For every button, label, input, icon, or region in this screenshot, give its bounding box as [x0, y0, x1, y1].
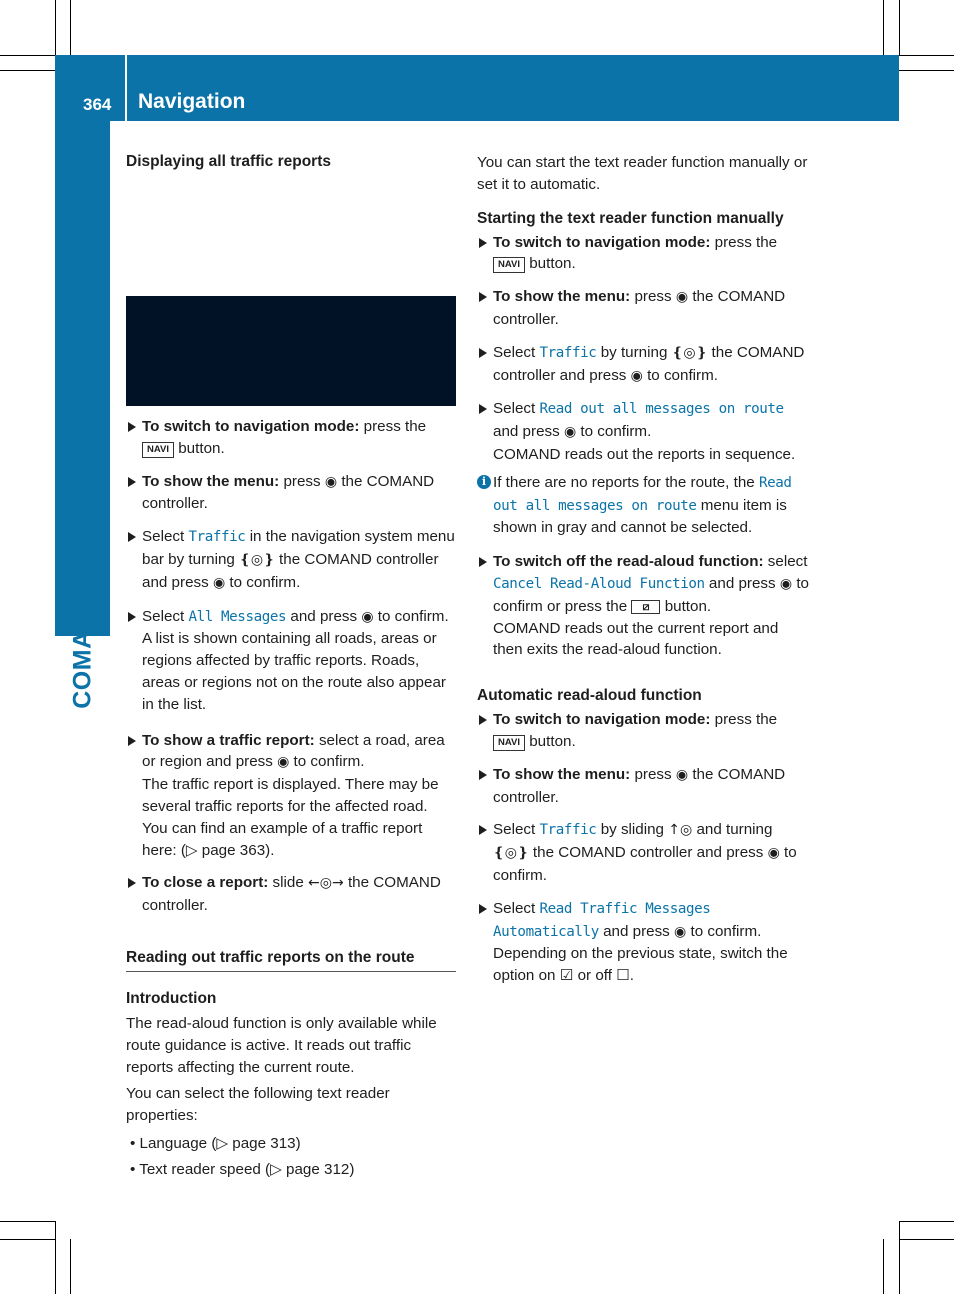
- step: [477, 709, 809, 753]
- step-text: button.: [664, 597, 712, 615]
- menu-term: Traffic: [539, 822, 597, 839]
- chapter-tab: [55, 121, 110, 709]
- press-icon: ◉: [675, 766, 689, 783]
- step-result: A list is shown containing all roads, areas or regions affected by traffic reports. Roads, areas or regions not on the route also appear in the list.: [142, 630, 446, 713]
- step-text: select: [767, 553, 808, 571]
- list-item: • Text reader speed (▷ page 312): [130, 1160, 355, 1178]
- step-text: press the: [714, 233, 778, 251]
- crop-mark: [899, 0, 900, 55]
- turn-icon: ❴◎❵: [671, 344, 708, 361]
- arrow-bullet-icon: [128, 477, 136, 487]
- step-text: the COMAND controller.: [493, 765, 786, 806]
- press-icon: ◉: [324, 473, 338, 490]
- step-text: and press: [603, 922, 670, 940]
- arrow-bullet-icon: [128, 612, 136, 622]
- slide-up-icon: ↑◎: [668, 822, 693, 839]
- step: [477, 819, 809, 886]
- checkbox-checked-icon: ☑: [559, 966, 574, 985]
- arrow-bullet-icon: [479, 904, 487, 914]
- menu-term: Traffic: [539, 344, 597, 361]
- page-header: [55, 55, 899, 121]
- arrow-bullet-icon: [128, 878, 136, 888]
- page-number: 364: [83, 95, 112, 114]
- menu-term: Read Traffic Messages Automatically: [493, 900, 711, 940]
- step-text: the COMAND controller and press: [142, 550, 439, 591]
- step: [477, 286, 809, 331]
- step-text: Select: [493, 400, 536, 418]
- turn-icon: ❴◎❵: [493, 845, 529, 862]
- intro-paragraph: You can select the following text reader properties:: [126, 1085, 390, 1125]
- step: [126, 471, 456, 516]
- step-result: COMAND reads out the reports in sequence.: [493, 445, 796, 463]
- step-text: to confirm.: [377, 607, 449, 625]
- step-text: the COMAND controller.: [142, 874, 441, 915]
- crop-mark: [70, 0, 71, 55]
- step-label: To show the menu:: [493, 765, 631, 783]
- step-text: to confirm or press the: [493, 574, 809, 615]
- intro-paragraph: You can start the text reader function manually or set it to automatic.: [477, 154, 808, 193]
- step: [477, 551, 809, 661]
- crop-mark: [899, 1239, 954, 1240]
- press-icon: ◉: [630, 367, 643, 384]
- step-text: press: [634, 765, 672, 783]
- step: [477, 232, 809, 276]
- crop-mark: [0, 70, 55, 71]
- note-text: menu item is shown in gray and cannot be selected.: [493, 496, 787, 537]
- arrow-bullet-icon: [128, 422, 136, 432]
- crop-mark: [899, 55, 954, 56]
- header-divider: [125, 55, 127, 121]
- step-label: To close a report:: [142, 874, 269, 892]
- arrow-bullet-icon: [479, 557, 487, 567]
- step-text: button.: [529, 255, 576, 273]
- left-column: [126, 151, 456, 1185]
- step-label: To show the menu:: [493, 288, 631, 306]
- arrow-bullet-icon: [479, 292, 487, 302]
- step-text: slide: [272, 874, 304, 892]
- crop-mark: [0, 1221, 55, 1222]
- crop-mark: [0, 1239, 55, 1240]
- step-text: press: [634, 288, 672, 306]
- right-column: [477, 152, 809, 998]
- step-text: select a road, area or region and press: [142, 731, 445, 771]
- step-text: Select: [493, 343, 536, 361]
- arrow-bullet-icon: [479, 238, 487, 248]
- step-text: to confirm.: [293, 753, 365, 771]
- section-title: Navigation: [138, 90, 246, 113]
- crop-mark: [55, 1221, 56, 1294]
- step-text: and press: [493, 423, 560, 441]
- step-text: Select: [142, 528, 185, 546]
- step: [126, 416, 456, 460]
- crop-mark: [899, 70, 954, 71]
- step-label: To switch to navigation mode:: [142, 418, 360, 435]
- menu-term: Read out all messages on route: [493, 474, 792, 514]
- heading-introduction: Introduction: [126, 989, 217, 1007]
- step-text: press: [283, 472, 321, 490]
- step-text: and press: [708, 574, 776, 592]
- crop-mark: [899, 1221, 954, 1222]
- menu-term: All Messages: [188, 608, 287, 625]
- slide-left-right-icon: ←◎→: [308, 875, 344, 892]
- info-icon: i: [477, 475, 491, 489]
- turn-icon: ❴◎❵: [239, 551, 275, 568]
- step-text: to confirm.: [690, 922, 762, 940]
- step-text: Depending on the previous state, switch the option on: [493, 945, 788, 985]
- navi-key-icon: NAVI: [142, 442, 174, 458]
- arrow-bullet-icon: [479, 348, 487, 358]
- press-icon: ◉: [767, 845, 780, 862]
- step: [477, 898, 809, 987]
- step-text: the COMAND controller.: [142, 472, 435, 513]
- arrow-bullet-icon: [479, 825, 487, 835]
- step-result: COMAND reads out the current report and then exits the read-aloud function.: [493, 619, 779, 659]
- navi-key-icon: NAVI: [493, 257, 525, 273]
- step-label: To show a traffic report:: [142, 731, 315, 749]
- step: [477, 764, 809, 809]
- step-text: by sliding: [600, 821, 665, 839]
- step-text: press the: [714, 711, 778, 729]
- heading-reading-out: Reading out traffic reports on the route: [126, 947, 456, 972]
- menu-term: Read out all messages on route: [539, 401, 784, 418]
- press-icon: ◉: [277, 754, 290, 771]
- step-text: to confirm.: [229, 573, 301, 591]
- step-text: Select: [142, 607, 185, 625]
- step-label: To switch to navigation mode:: [493, 233, 711, 251]
- step-text: and press: [290, 607, 358, 625]
- step-text: Select: [493, 899, 536, 917]
- step-text: in the navigation system menu bar by turning: [142, 528, 455, 568]
- step-text: the COMAND controller.: [493, 288, 786, 328]
- heading-displaying-reports: Displaying all traffic reports: [126, 153, 331, 170]
- screen-image-faded: [126, 180, 456, 296]
- crop-mark: [55, 0, 56, 55]
- step-text: to confirm.: [580, 423, 652, 441]
- step-result: The traffic report is displayed. There may be several traffic reports for the affected road. You can find an example of a traffic report here: (▷ page 363).: [142, 776, 439, 859]
- intro-paragraph: The read-aloud function is only available while route guidance is active. It reads out traffic reports affecting the current route.: [126, 1014, 437, 1076]
- crop-mark: [899, 1221, 900, 1294]
- step-label: To switch off the read-aloud function:: [493, 553, 764, 571]
- press-icon: ◉: [779, 575, 793, 592]
- checkbox-unchecked-icon: ☐: [616, 966, 630, 985]
- arrow-bullet-icon: [128, 736, 136, 746]
- step-text: or off: [577, 967, 612, 985]
- step: [126, 526, 456, 594]
- step-text: and turning: [696, 821, 773, 839]
- press-icon: ◉: [675, 289, 689, 306]
- step: [126, 872, 456, 917]
- crop-mark: [883, 0, 884, 55]
- step-text: to confirm.: [647, 366, 718, 384]
- press-icon: ◉: [674, 923, 687, 940]
- info-note: [477, 472, 809, 539]
- step-label: To switch to navigation mode:: [493, 711, 711, 729]
- step-text: the COMAND controller and press: [532, 844, 764, 862]
- arrow-bullet-icon: [479, 715, 487, 725]
- step: [126, 730, 456, 862]
- step-result: Depending on the previous state, switch the option on ☑ or off ☐.: [493, 945, 788, 985]
- mute-key-icon: ⧄: [631, 600, 660, 614]
- press-icon: ◉: [361, 608, 374, 625]
- menu-term: Traffic: [188, 529, 246, 546]
- step-text: the COMAND controller and press: [493, 343, 805, 384]
- heading-manual-start: Starting the text reader function manually: [477, 209, 784, 227]
- note-text: If there are no reports for the route, the: [493, 473, 755, 491]
- arrow-bullet-icon: [479, 770, 487, 780]
- step-label: To show the menu:: [142, 472, 280, 490]
- press-icon: ◉: [563, 424, 577, 441]
- menu-term: Cancel Read-Aloud Function: [493, 575, 705, 592]
- arrow-bullet-icon: [479, 404, 487, 414]
- step: [477, 342, 809, 388]
- crop-mark: [70, 1239, 71, 1294]
- list-item: • Language (▷ page 313): [130, 1134, 301, 1152]
- press-icon: ◉: [212, 574, 226, 591]
- step-text: button.: [529, 732, 576, 750]
- step: [477, 398, 809, 465]
- step-text: Select: [493, 821, 536, 839]
- step: [126, 606, 456, 716]
- crop-mark: [0, 55, 55, 56]
- step-text: to confirm.: [493, 844, 797, 884]
- step-text: by turning: [600, 343, 668, 361]
- crop-mark: [883, 1239, 884, 1294]
- heading-automatic: Automatic read-aloud function: [477, 687, 702, 705]
- navi-key-icon: NAVI: [493, 735, 525, 751]
- chapter-label: COMAND: [68, 593, 97, 709]
- step-text: press the: [363, 418, 427, 435]
- screen-image: [126, 296, 456, 406]
- arrow-bullet-icon: [128, 532, 136, 542]
- step-text: button.: [178, 439, 225, 457]
